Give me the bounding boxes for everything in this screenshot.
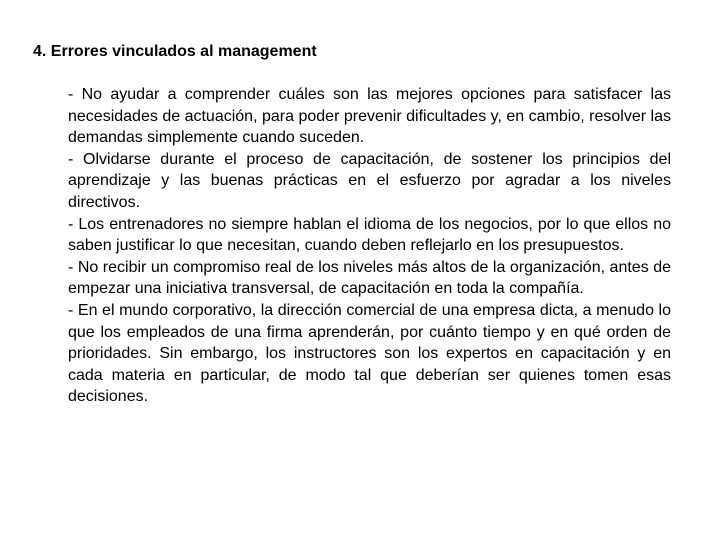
bullet-item: - En el mundo corporativo, la dirección comercial de una empresa dicta, a menudo lo que los empleados de una firma aprenderán, por cuánto tiempo y en qué orden de prioridades. Sin embargo, los instructores son los expertos en capacitación y en cada materia en particular, de modo tal que deberían ser quienes tomen esas decisiones.	[68, 301, 671, 406]
bullet-list	[68, 84, 671, 408]
bullet-item: - No ayudar a comprender cuáles son las mejores opciones para satisfacer las necesidades de actuación, para poder prevenir dificultades y, en cambio, resolver las demandas simplemente cuando suceden.	[68, 86, 671, 147]
bullet-item: - Los entrenadores no siempre hablan el idioma de los negocios, por lo que ellos no saben justificar lo que necesitan, cuando deben reflejarlo en los presupuestos.	[68, 215, 671, 255]
bullet-item: - Olvidarse durante el proceso de capacitación, de sostener los principios del aprendizaje y las buenas prácticas en el esfuerzo por agradar a los niveles directivos.	[68, 150, 671, 211]
section-heading: 4. Errores vinculados al management	[33, 43, 317, 60]
bullet-item: - No recibir un compromiso real de los niveles más altos de la organización, antes de empezar una iniciativa transversal, de capacitación en toda la compañía.	[68, 258, 671, 298]
